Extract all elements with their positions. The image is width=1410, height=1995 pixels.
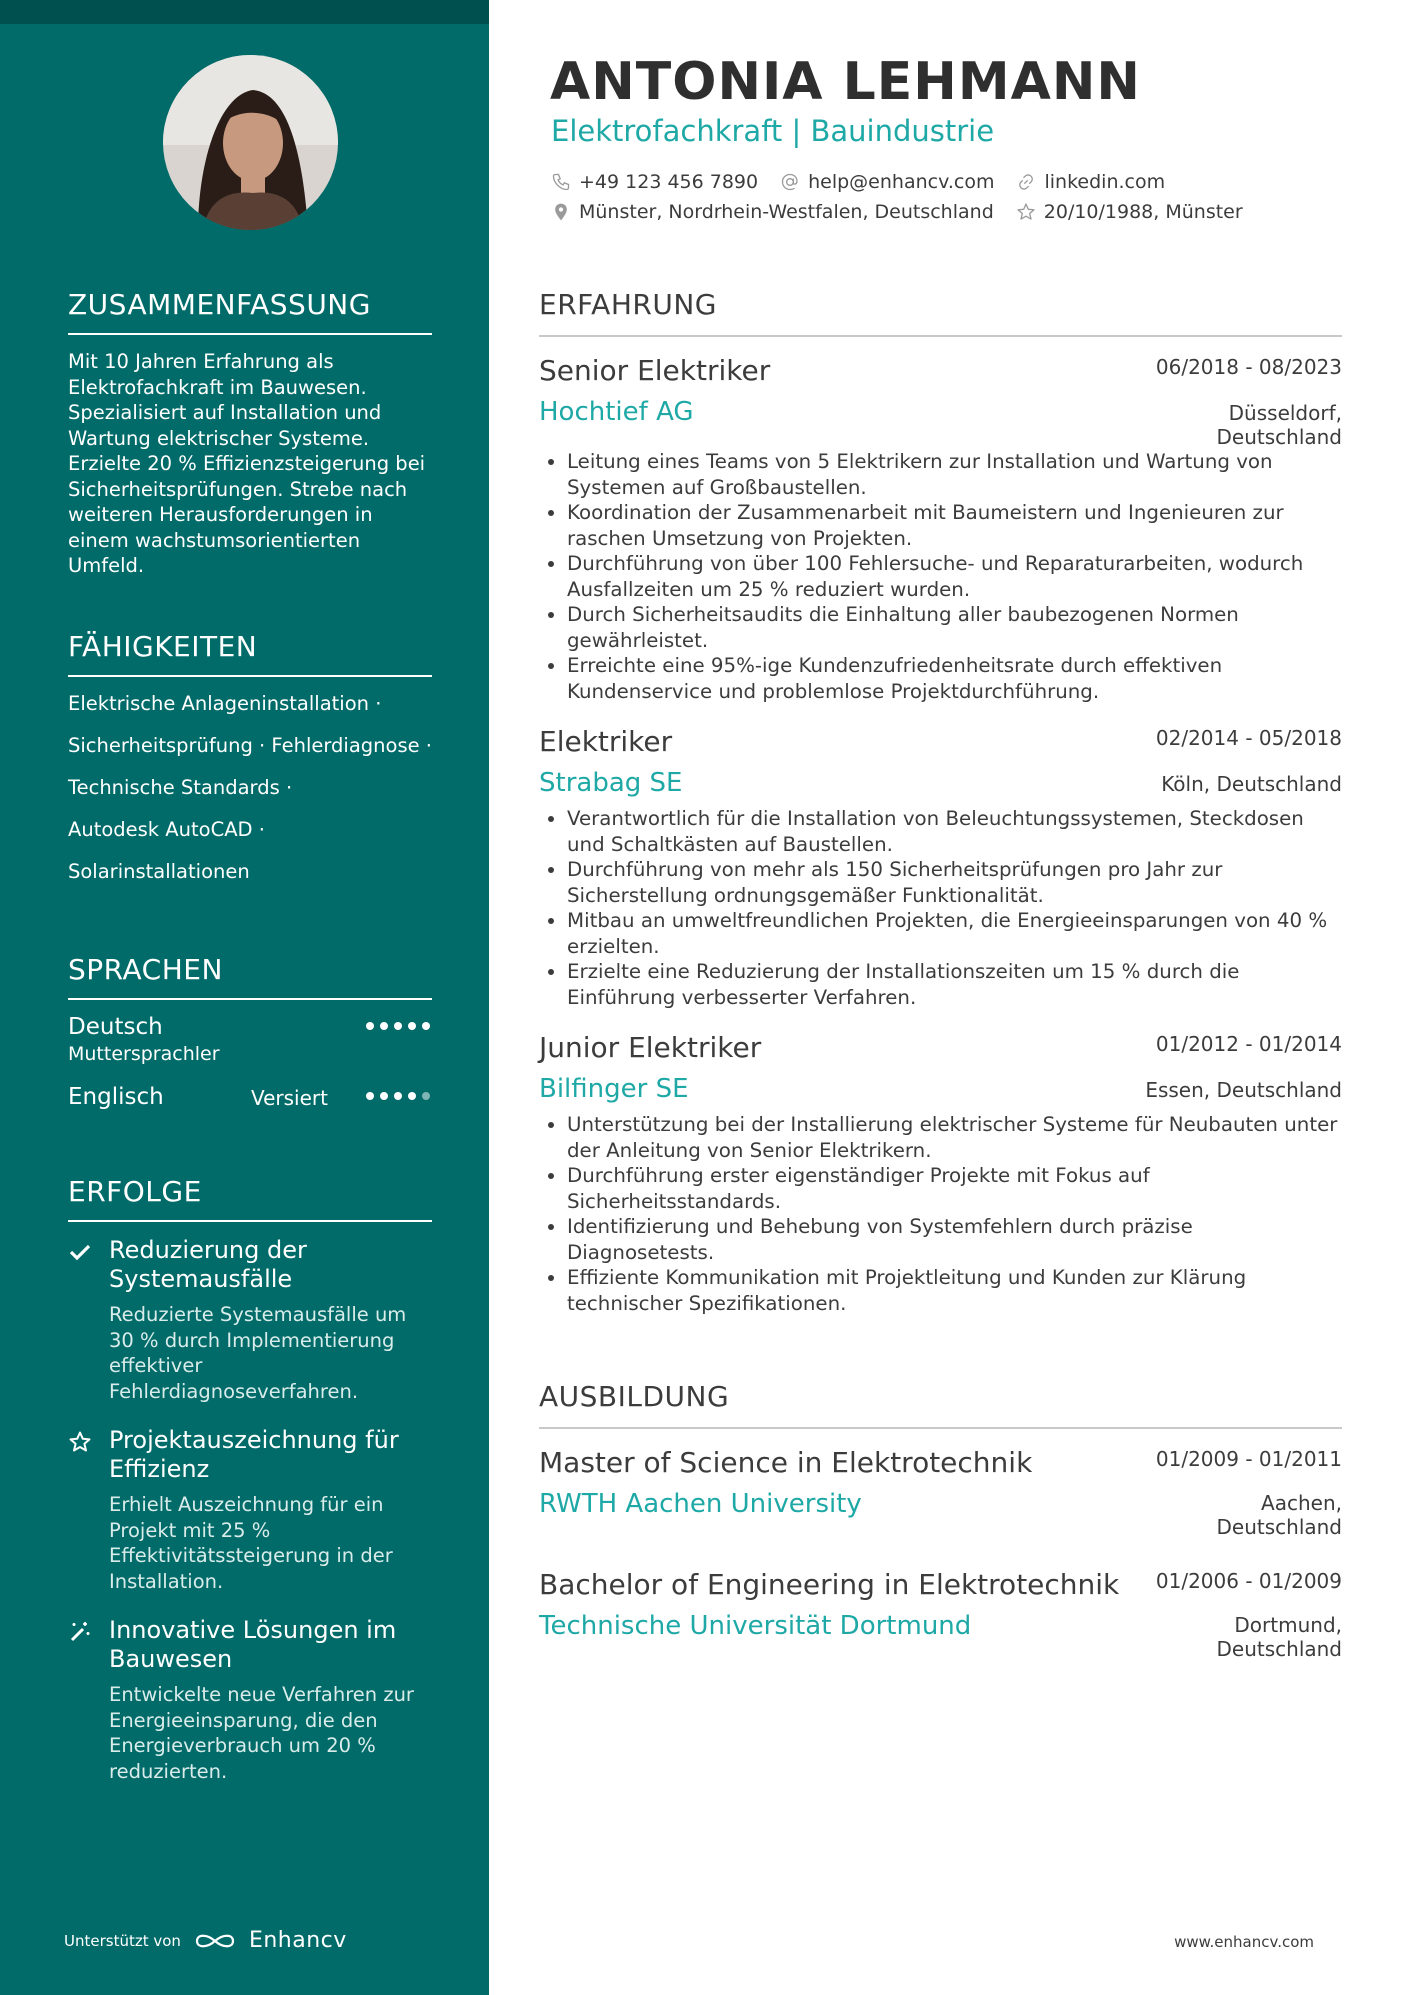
bullet-item: • Unterstützung bei der Installierung elektrischer Systeme für Neubauten unter der Anleitung von Senior Elektrikern. — [567, 1112, 1342, 1163]
achievements-title: ERFOLGE — [68, 1175, 432, 1222]
degree-title: Bachelor of Engineering in Elektrotechnik — [539, 1568, 1120, 1601]
powered-by-label: Unterstützt von — [64, 1931, 181, 1950]
achievements-section — [68, 1175, 432, 1784]
candidate-role: Elektrofachkraft | Bauindustrie — [551, 114, 995, 148]
education-date: 01/2006 - 01/2009 — [1155, 1569, 1342, 1593]
rating-dot — [380, 1092, 388, 1100]
rating-dot — [380, 1022, 388, 1030]
star-icon — [1016, 202, 1036, 222]
languages-title: SPRACHEN — [68, 953, 432, 1000]
job-location-line: Düsseldorf, — [1228, 401, 1342, 425]
bullet-item: • Effiziente Kommunikation mit Projektleitung und Kunden zur Klärung technischer Spezifikationen. — [567, 1265, 1342, 1316]
skill-line: Technische Standards · — [68, 776, 293, 799]
sidebar-top-bar — [0, 0, 489, 24]
education-location — [1217, 1491, 1343, 1539]
bullet-item: • Mitbau an umweltfreundlichen Projekten, die Energieeinsparungen von 40 % erzielten. — [567, 908, 1342, 959]
brand-name: Enhancv — [248, 1928, 347, 1953]
contact-phone — [551, 171, 758, 193]
rating-dot — [422, 1022, 430, 1030]
bullet-item: • Durch Sicherheitsaudits die Einhaltung aller baubezogenen Normen gewährleistet. — [567, 602, 1342, 653]
language-level: Muttersprachler — [68, 1043, 220, 1065]
experience-entry — [539, 353, 1342, 704]
summary-section — [68, 288, 432, 579]
rating-dot — [408, 1092, 416, 1100]
checkmark-icon — [68, 1240, 92, 1264]
enhancv-logo-icon — [193, 1930, 237, 1952]
at-icon — [780, 172, 800, 192]
linkedin-text: linkedin.com — [1044, 171, 1166, 193]
job-title: Junior Elektriker — [539, 1031, 762, 1064]
school-name: RWTH Aachen University — [539, 1489, 862, 1519]
bullet-item: • Durchführung von über 100 Fehlersuche- und Reparaturarbeiten, wodurch Ausfallzeiten um 25 % reduziert wurden. — [567, 551, 1342, 602]
school-name: Technische Universität Dortmund — [539, 1611, 972, 1641]
experience-title: ERFAHRUNG — [539, 288, 1342, 337]
contact-location — [551, 201, 994, 223]
language-item — [68, 1014, 432, 1084]
experience-entry — [539, 1030, 1342, 1316]
experience-section — [539, 288, 1342, 1316]
job-date: 06/2018 - 08/2023 — [1155, 355, 1342, 379]
bullet-item: • Durchführung von mehr als 150 Sicherheitsprüfungen pro Jahr zur Sicherstellung ordnungsgemäßer Funktionalität. — [567, 857, 1342, 908]
language-level: Versiert — [250, 1086, 328, 1110]
language-name: Englisch — [68, 1084, 164, 1110]
job-location-line: Deutschland — [1216, 425, 1342, 449]
achievement-item — [68, 1236, 432, 1404]
bullet-item: • Koordination der Zusammenarbeit mit Baumeistern und Ingenieuren zur raschen Umsetzung von Projekten. — [567, 500, 1342, 551]
job-location-line: Köln, Deutschland — [1161, 772, 1342, 796]
education-location-line: Aachen, — [1261, 1491, 1342, 1515]
location-pin-icon — [551, 202, 571, 222]
job-bullets — [539, 806, 1342, 1010]
experience-entry — [539, 724, 1342, 1010]
location-text: Münster, Nordrhein-Westfalen, Deutschland — [579, 201, 994, 223]
bullet-item: • Identifizierung und Behebung von Systemfehlern durch präzise Diagnosetests. — [567, 1214, 1342, 1265]
language-rating — [366, 1022, 430, 1030]
skill-line: Solarinstallationen — [68, 860, 250, 883]
bullet-item: • Verantwortlich für die Installation von Beleuchtungssystemen, Steckdosen und Schaltkästen auf Baustellen. — [567, 806, 1342, 857]
profile-photo — [163, 55, 338, 230]
language-rating — [366, 1092, 430, 1100]
achievement-title: Projektauszeichnung für Effizienz — [109, 1426, 399, 1483]
skills-section — [68, 630, 432, 893]
job-date: 01/2012 - 01/2014 — [1155, 1032, 1342, 1056]
achievement-item — [68, 1426, 432, 1594]
company-name: Bilfinger SE — [539, 1074, 689, 1104]
education-date: 01/2009 - 01/2011 — [1155, 1447, 1342, 1471]
company-name: Strabag SE — [539, 768, 683, 798]
job-title: Senior Elektriker — [539, 354, 771, 387]
bullet-item: • Leitung eines Teams von 5 Elektrikern zur Installation und Wartung von Systemen auf Großbaustellen. — [567, 449, 1342, 500]
achievement-title: Innovative Lösungen im Bauwesen — [109, 1616, 397, 1673]
skill-line: Elektrische Anlageninstallation · — [68, 692, 382, 715]
bullet-item: • Erreichte eine 95%-ige Kundenzufriedenheitsrate durch effektiven Kundenservice und problemlose Projektdurchführung. — [567, 653, 1342, 704]
phone-text: +49 123 456 7890 — [579, 171, 759, 193]
achievement-desc: Erhielt Auszeichnung für ein Projekt mit 25 % Effektivitätssteigerung in der Installation. — [109, 1493, 393, 1593]
summary-title: ZUSAMMENFASSUNG — [68, 288, 432, 335]
birth-text: 20/10/1988, Münster — [1043, 201, 1243, 223]
skills-title: FÄHIGKEITEN — [68, 630, 432, 677]
education-section — [539, 1380, 1342, 1671]
rating-dot — [366, 1092, 374, 1100]
languages-section — [68, 953, 432, 1138]
job-location — [1145, 1078, 1342, 1102]
job-title: Elektriker — [539, 725, 673, 758]
skill-line: Sicherheitsprüfung · Fehlerdiagnose · — [68, 734, 432, 757]
rating-dot — [394, 1092, 402, 1100]
contact-email[interactable] — [780, 171, 994, 193]
email-text: help@enhancv.com — [808, 171, 995, 193]
job-bullets — [539, 449, 1342, 704]
skill-line: Autodesk AutoCAD · — [68, 818, 265, 841]
education-title: AUSBILDUNG — [539, 1380, 1342, 1429]
contact-linkedin[interactable] — [1016, 171, 1165, 193]
sidebar — [0, 0, 489, 1995]
job-date: 02/2014 - 05/2018 — [1155, 726, 1342, 750]
education-location-line: Dortmund, — [1234, 1613, 1342, 1637]
powered-by — [64, 1928, 347, 1953]
job-location — [1217, 401, 1343, 449]
achievement-desc: Reduzierte Systemausfälle um 30 % durch Implementierung effektiver Fehlerdiagnoseverfahren. — [109, 1303, 407, 1403]
contact-birth — [1016, 201, 1243, 223]
summary-text: Mit 10 Jahren Erfahrung als Elektrofachkraft im Bauwesen. Spezialisiert auf Installation und Wartung elektrischer Systeme. Erzielte 20 % Effizienzsteigerung bei Sicherheitsprüfungen. Strebe nach weiteren Herausforderungen in einem wachstumsorientierten Umfeld. — [68, 350, 426, 577]
star-icon — [68, 1430, 92, 1454]
language-name: Deutsch — [68, 1014, 163, 1040]
education-location-line: Deutschland — [1216, 1515, 1342, 1539]
link-icon — [1016, 172, 1036, 192]
degree-title: Master of Science in Elektrotechnik — [539, 1446, 1033, 1479]
language-item — [68, 1084, 432, 1138]
achievement-title: Reduzierung der Systemausfälle — [109, 1236, 307, 1293]
website-link[interactable]: www.enhancv.com — [1174, 1933, 1314, 1951]
education-location — [1217, 1613, 1343, 1661]
magic-wand-icon — [68, 1620, 92, 1644]
education-entry — [539, 1567, 1342, 1671]
education-entry — [539, 1445, 1342, 1549]
job-location-line: Essen, Deutschland — [1145, 1078, 1342, 1102]
rating-dot — [408, 1022, 416, 1030]
education-location-line: Deutschland — [1216, 1637, 1342, 1661]
achievement-desc: Entwickelte neue Verfahren zur Energieeinsparung, die den Energieverbrauch um 20 % reduzierten. — [109, 1683, 414, 1783]
contact-row-2 — [551, 201, 1243, 223]
rating-dot-empty — [422, 1092, 430, 1100]
job-location — [1161, 772, 1342, 796]
candidate-name: ANTONIA LEHMANN — [550, 52, 1141, 112]
phone-icon — [551, 172, 571, 192]
contact-row-1 — [551, 171, 1165, 193]
bullet-item: • Durchführung erster eigenständiger Projekte mit Fokus auf Sicherheitsstandards. — [567, 1163, 1342, 1214]
rating-dot — [366, 1022, 374, 1030]
company-name: Hochtief AG — [539, 397, 694, 427]
achievement-item — [68, 1616, 432, 1784]
bullet-item: • Erzielte eine Reduzierung der Installationszeiten um 15 % durch die Einführung verbesserter Verfahren. — [567, 959, 1342, 1010]
job-bullets — [539, 1112, 1342, 1316]
rating-dot — [394, 1022, 402, 1030]
